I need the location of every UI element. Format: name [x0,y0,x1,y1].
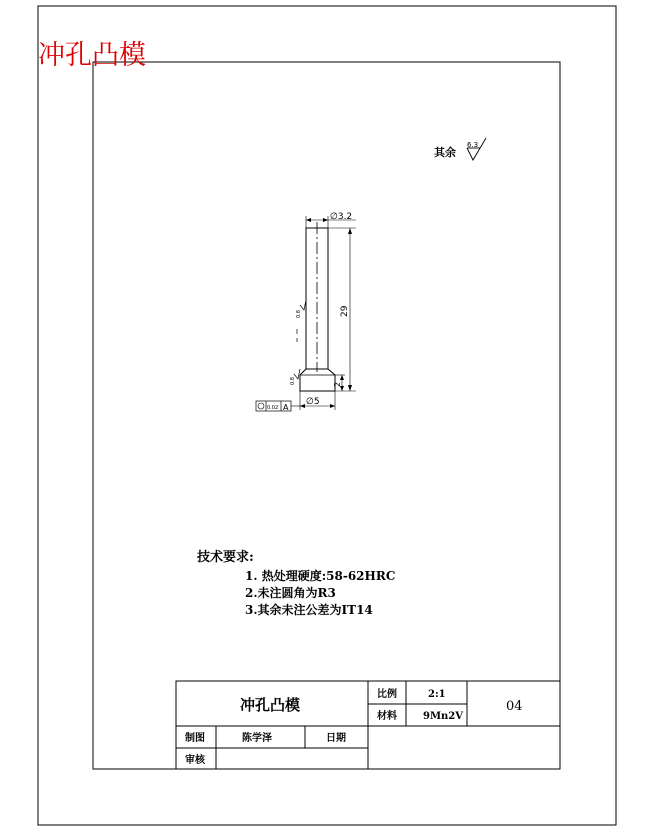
title-block-drawn-label: 制图 [185,733,205,744]
dim-length: 29 [340,305,350,317]
title-block-scale-label: 比例 [377,689,397,700]
dim-head-diameter: ∅5 [306,397,320,407]
title-block-part-name: 冲孔凸模 [240,696,301,714]
title-block-scale-value: 2:1 [428,689,446,700]
roughness-shaft-value: 0.8 [296,310,302,318]
surface-note-roughness: 6.3 [467,141,479,149]
tech-requirements-heading: 技术要求: [197,550,254,565]
tech-requirement-item: 2.未注圆角为R3 [245,586,336,600]
title-block-date-label: 日期 [326,733,346,744]
tolerance-value: 0.02 [267,405,279,411]
title-block [176,681,560,769]
dim-top-diameter: ∅3.2 [330,212,353,222]
surface-roughness-note [434,138,486,160]
roughness-mark-shaft-icon [300,300,306,310]
surface-note-label: 其余 [434,146,456,159]
title-block-material-value: 9Mn2V [423,711,464,722]
tech-requirements [196,549,395,617]
title-block-drawing-no: 04 [506,699,523,714]
title-block-drawn-by: 陈学泽 [242,733,272,744]
roughness-head-value: 0.8 [290,377,296,385]
tech-requirement-item: 3.其余未注公差为IT14 [245,603,373,617]
punch-head [300,369,335,391]
outer-frame [38,6,616,825]
inner-frame [93,62,560,769]
datum-label: A [283,403,289,412]
dim-head-height: 2 [333,381,342,387]
title-block-material-label: 材料 [377,711,397,722]
title-block-check-label: 审核 [185,755,205,766]
position-tolerance-icon [258,403,264,409]
stamp-title: 冲孔凸模 [38,40,146,71]
tech-requirement-item: 1. 热处理硬度:58-62HRC [245,569,396,583]
